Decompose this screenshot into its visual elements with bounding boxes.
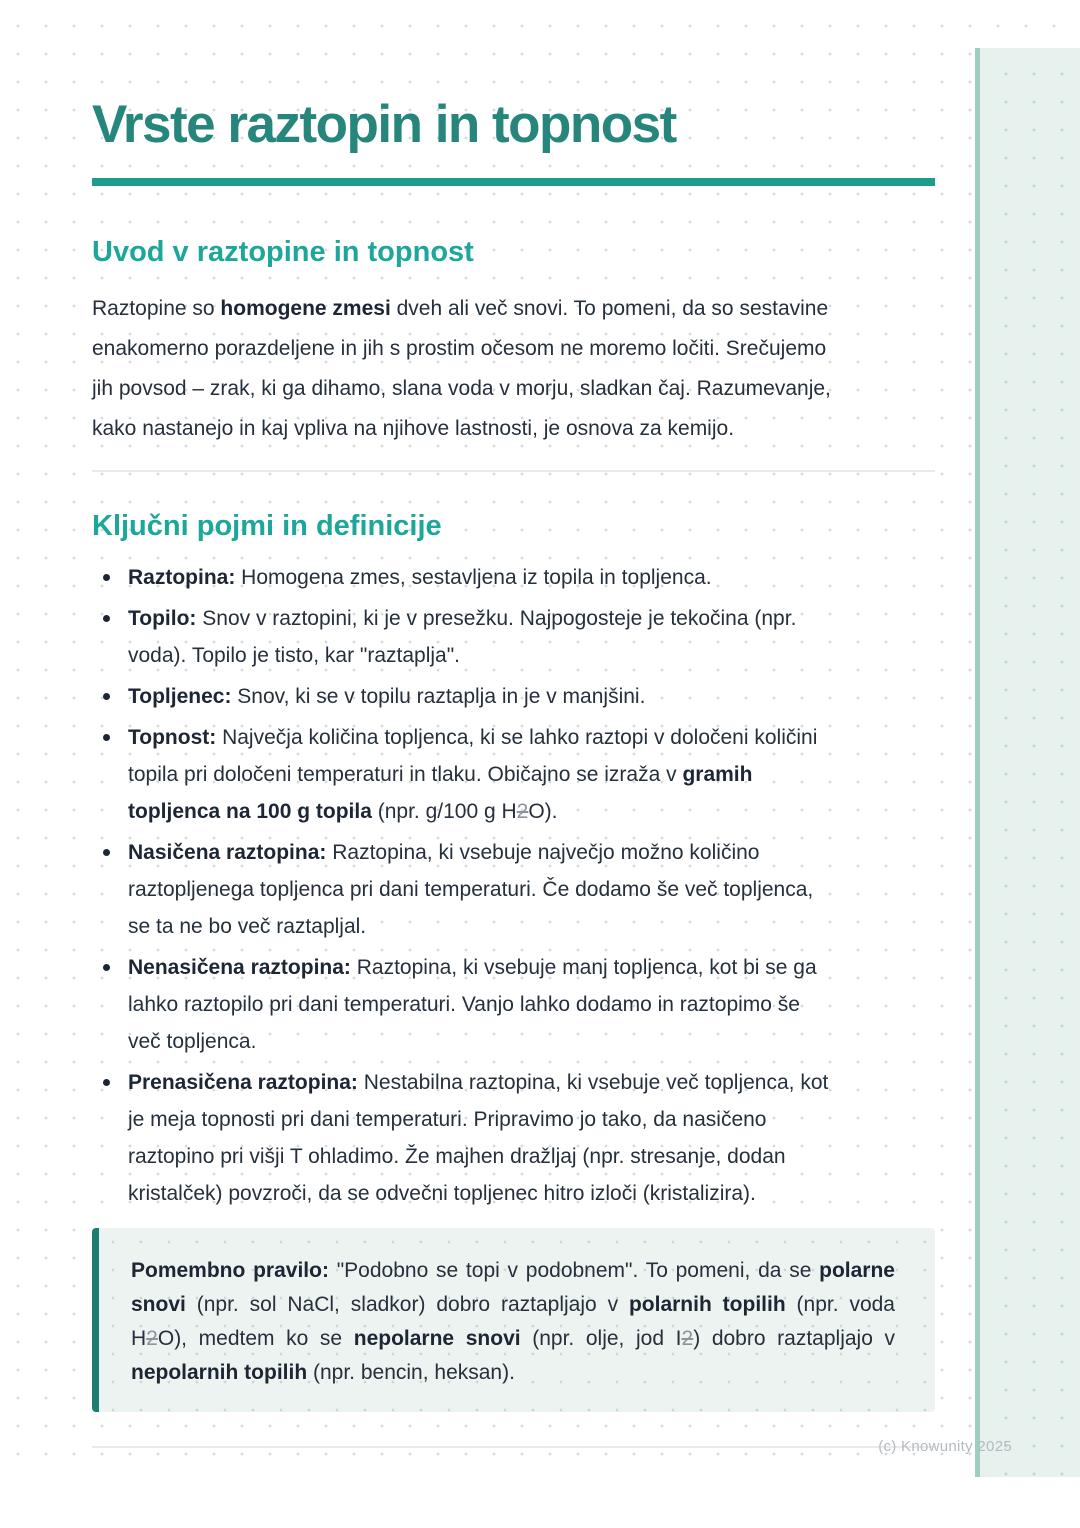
term-list-item <box>92 834 832 945</box>
term-list-item <box>92 1064 832 1212</box>
section-heading-intro: Uvod v raztopine in topnost <box>92 236 474 269</box>
important-rule-callout: Pomembno pravilo: "Podobno se topi v podobnem". To pomeni, da se polarne snovi (npr. sol NaCl, sladkor) dobro raztapljajo v polarnih topilih (npr. voda H2O), medtem ko se nepolarne snovi (npr. olje, jod I2) dobro raztapljajo v nepolarnih topilih (npr. bencin, heksan). <box>92 1228 935 1412</box>
section-divider <box>92 470 935 472</box>
page-edge-strip <box>975 48 1080 1477</box>
term-list-item <box>92 678 832 715</box>
term-list-item <box>92 559 832 596</box>
footer-divider <box>92 1446 935 1448</box>
terms-list <box>92 559 832 1212</box>
term-text: Topljenec: Snov, ki se v topilu raztaplja in je v manjšini. <box>128 684 646 708</box>
bullet-icon <box>103 693 110 700</box>
page-title: Vrste raztopin in topnost <box>92 95 676 154</box>
intro-paragraph: Raztopine so homogene zmesi dveh ali več snovi. To pomeni, da so sestavine enakomerno porazdeljene in jih s prostim očesom ne moremo ločiti. Srečujemo jih povsod – zrak, ki ga dihamo, slana voda v morju, sladkan čaj. Razumevanje, kako nastanejo in kaj vpliva na njihove lastnosti, je osnova za kemijo. <box>92 296 831 440</box>
bullet-icon <box>103 1079 110 1086</box>
term-list-item <box>92 719 832 830</box>
term-text: Topilo: Snov v raztopini, ki je v presežku. Najpogosteje je tekočina (npr. voda). Topilo je tisto, kar "raztaplja". <box>128 606 797 667</box>
term-text: Nasičena raztopina: Raztopina, ki vsebuje največjo možno količino raztopljenega topljenca pri dani temperaturi. Če dodamo še več topljenca, se ta ne bo več raztapljal. <box>128 840 814 938</box>
section-heading-terms: Ključni pojmi in definicije <box>92 509 442 542</box>
bullet-icon <box>103 574 110 581</box>
term-list-item <box>92 600 832 674</box>
document-content <box>92 0 935 1456</box>
bullet-icon <box>103 615 110 622</box>
term-text: Prenasičena raztopina: Nestabilna raztopina, ki vsebuje več topljenca, kot je meja topnosti pri dani temperaturi. Pripravimo jo tako, da nasičeno raztopino pri višji T ohladimo. Že majhen dražljaj (npr. stresanje, dodan kristalček) povzroči, da se odvečni topljenec hitro izloči (kristalizira). <box>128 1070 829 1205</box>
bullet-icon <box>103 734 110 741</box>
bullet-icon <box>103 964 110 971</box>
bullet-icon <box>103 849 110 856</box>
term-text: Raztopina: Homogena zmes, sestavljena iz topila in topljenca. <box>128 565 712 589</box>
term-list-item <box>92 949 832 1060</box>
copyright-footer: (c) Knowunity 2025 <box>878 1438 1012 1455</box>
term-text: Topnost: Največja količina topljenca, ki se lahko raztopi v določeni količini topila pri določeni temperaturi in tlaku. Običajno se izraža v gramih topljenca na 100 g topila (npr. g/100 g H2O). <box>128 725 818 823</box>
term-text: Nenasičena raztopina: Raztopina, ki vsebuje manj topljenca, kot bi se ga lahko raztopilo pri dani temperaturi. Vanjo lahko dodamo in raztopimo še več topljenca. <box>128 955 817 1053</box>
title-underline-rule <box>92 178 935 186</box>
